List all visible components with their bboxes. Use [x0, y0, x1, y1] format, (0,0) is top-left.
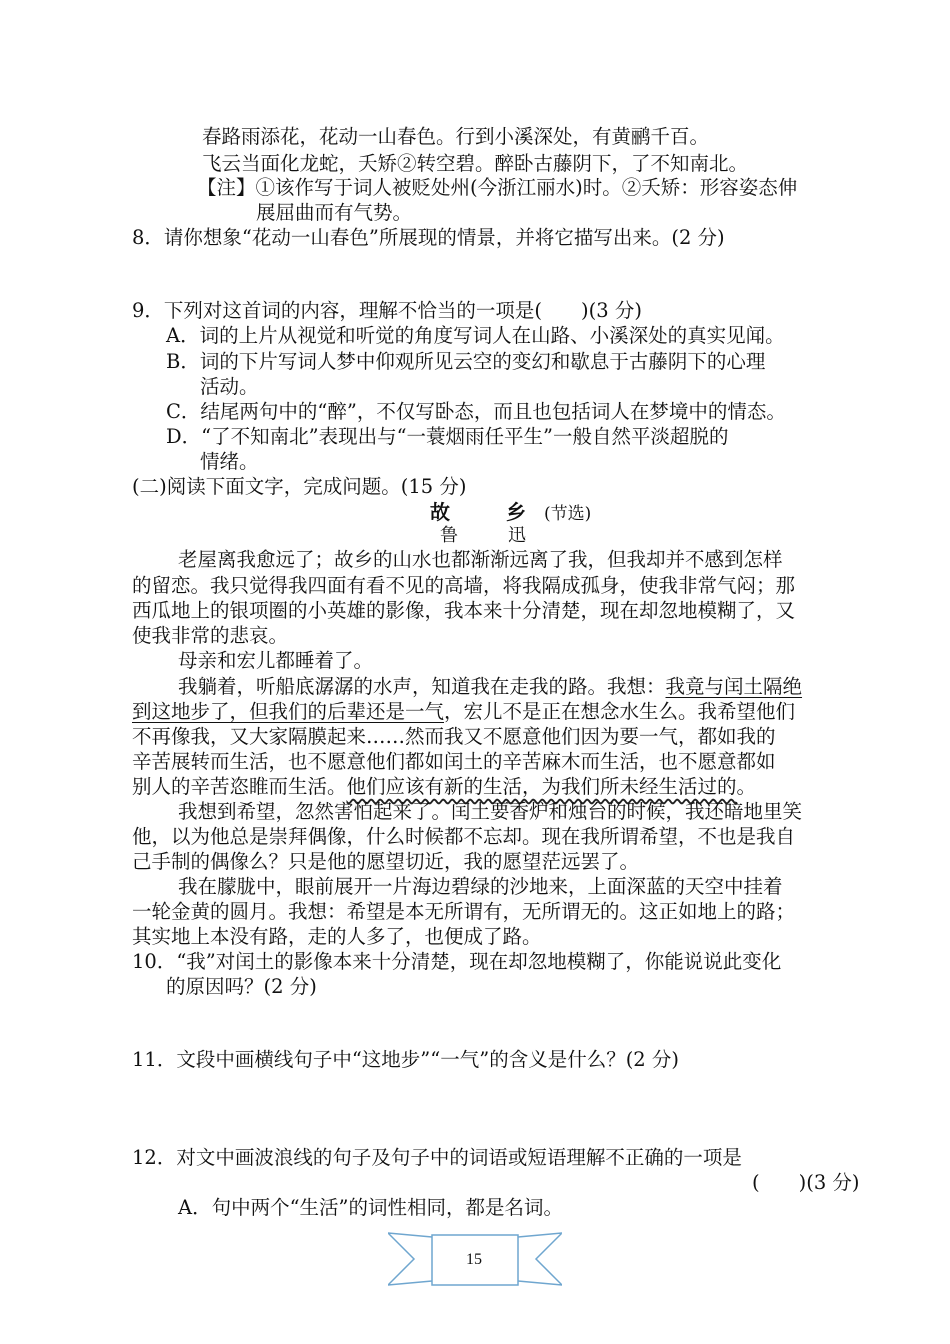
poem-line-1: 春路雨添花，花动一山春色。行到小溪深处，有黄鹂千百。 — [202, 125, 710, 148]
paragraph-3-line-3: 不再像我，又大家隔膜起来……然而我又不愿意他们因为要一气，都如我的 — [132, 725, 776, 748]
paragraph-3-text: ，宏儿不是正在想念水生么。我希望他们 — [444, 700, 796, 723]
question-9-option-c: C．结尾两句中的“醉”，不仅写卧态，而且也包括词人在梦境中的情态。 — [166, 400, 786, 423]
underlined-sentence-part-1: 我竟与闰土隔绝 — [665, 675, 803, 698]
article-title: 故 乡 — [430, 500, 544, 524]
paragraph-5-line-2: 一轮金黄的圆月。我想：希望是本无所谓有，无所谓无的。这正如地上的路； — [132, 900, 796, 923]
paragraph-4-line-2: 他，以为他总是崇拜偶像，什么时候都不忘却。现在我所谓希望，不也是我自 — [132, 825, 796, 848]
paragraph-4-line-3: 己手制的偶像么？只是他的愿望切近，我的愿望茫远罢了。 — [132, 850, 640, 873]
question-9-option-d-line-2: 情绪。 — [200, 450, 259, 473]
underlined-sentence-part-2: 到这地步了，但我们的后辈还是一气 — [132, 700, 445, 723]
question-9-option-d-line-1: D．“了不知南北”表现出与“一蓑烟雨任平生”一般自然平淡超脱的 — [166, 425, 729, 448]
paragraph-1-line-4: 使我非常的悲哀。 — [132, 624, 289, 647]
poem-line-2: 飞云当面化龙蛇，夭矫②转空碧。醉卧古藤阴下，了不知南北。 — [202, 152, 749, 175]
question-9-option-b-line-1: B．词的下片写词人梦中仰观所见云空的变幻和歇息于古藤阴下的心理 — [166, 350, 766, 373]
question-10-line-2: 的原因吗？(2 分) — [166, 975, 317, 998]
paragraph-3-text: 别人的辛苦恣睢而生活。 — [132, 775, 347, 798]
paragraph-5-line-1: 我在朦胧中，眼前展开一片海边碧绿的沙地来，上面深蓝的天空中挂着 — [178, 875, 783, 898]
paragraph-1-line-3: 西瓜地上的银项圈的小英雄的影像，我本来十分清楚，现在却忽地模糊了，又 — [132, 599, 796, 622]
article-author: 鲁 迅 — [440, 525, 542, 546]
paragraph-3-text: 。 — [736, 775, 757, 798]
question-9-option-a: A．词的上片从视觉和听觉的角度写词人在山路、小溪深处的真实见闻。 — [166, 324, 785, 347]
question-10-line-1: 10．“我”对闰土的影像本来十分清楚，现在却忽地模糊了，你能说说此变化 — [132, 950, 782, 973]
paragraph-2: 母亲和宏儿都睡着了。 — [178, 649, 374, 672]
page-number: 15 — [466, 1251, 482, 1268]
question-9-option-b-line-2: 活动。 — [200, 375, 259, 398]
paragraph-4-line-1: 我想到希望，忽然害怕起来了。闰土要香炉和烛台的时候，我还暗地里笑 — [178, 800, 803, 823]
question-12-line-2: ( )(3 分) — [752, 1171, 860, 1194]
paragraph-3-text: 我躺着，听船底潺潺的水声，知道我在走我的路。我想： — [178, 675, 666, 698]
paragraph-1-line-1: 老屋离我愈远了；故乡的山水也都渐渐远离了我，但我却并不感到怎样 — [178, 548, 783, 571]
paragraph-3-line-5 — [132, 774, 756, 800]
section-2-heading: (二)阅读下面文字，完成问题。(15 分) — [132, 475, 467, 498]
question-9-stem: 9．下列对这首词的内容，理解不恰当的一项是( )(3 分) — [132, 299, 642, 322]
article-subtitle: (节选) — [544, 504, 592, 524]
paragraph-3-line-1 — [178, 674, 802, 700]
paragraph-3-line-2 — [132, 699, 795, 725]
paragraph-5-line-3: 其实地上本没有路，走的人多了，也便成了路。 — [132, 925, 542, 948]
question-12-line-1: 12．对文中画波浪线的句子及句子中的词语或短语理解不正确的一项是 — [132, 1146, 742, 1169]
paragraph-1-line-2: 的留恋。我只觉得我四面有看不见的高墙，将我隔成孤身，使我非常气闷；那 — [132, 574, 796, 597]
poem-note-line-1: 【注】①该作写于词人被贬处州(今浙江丽水)时。②夭矫：形容姿态伸 — [197, 176, 798, 199]
question-8: 8．请你想象“花动一山春色”所展现的情景，并将它描写出来。(2 分) — [132, 226, 725, 249]
paragraph-3-line-4: 辛苦展转而生活，也不愿意他们都如闰土的辛苦麻木而生活，也不愿意都如 — [132, 750, 776, 773]
question-11: 11．文段中画横线句子中“这地步”“一气”的含义是什么？(2 分) — [132, 1048, 680, 1071]
question-12-option-a: A．句中两个“生活”的词性相同，都是名词。 — [178, 1196, 564, 1219]
poem-note-line-2: 展屈曲而有气势。 — [256, 201, 413, 224]
wavy-underlined-sentence: 他们应该有新的生活，为我们所未经生活过的 — [346, 775, 737, 798]
